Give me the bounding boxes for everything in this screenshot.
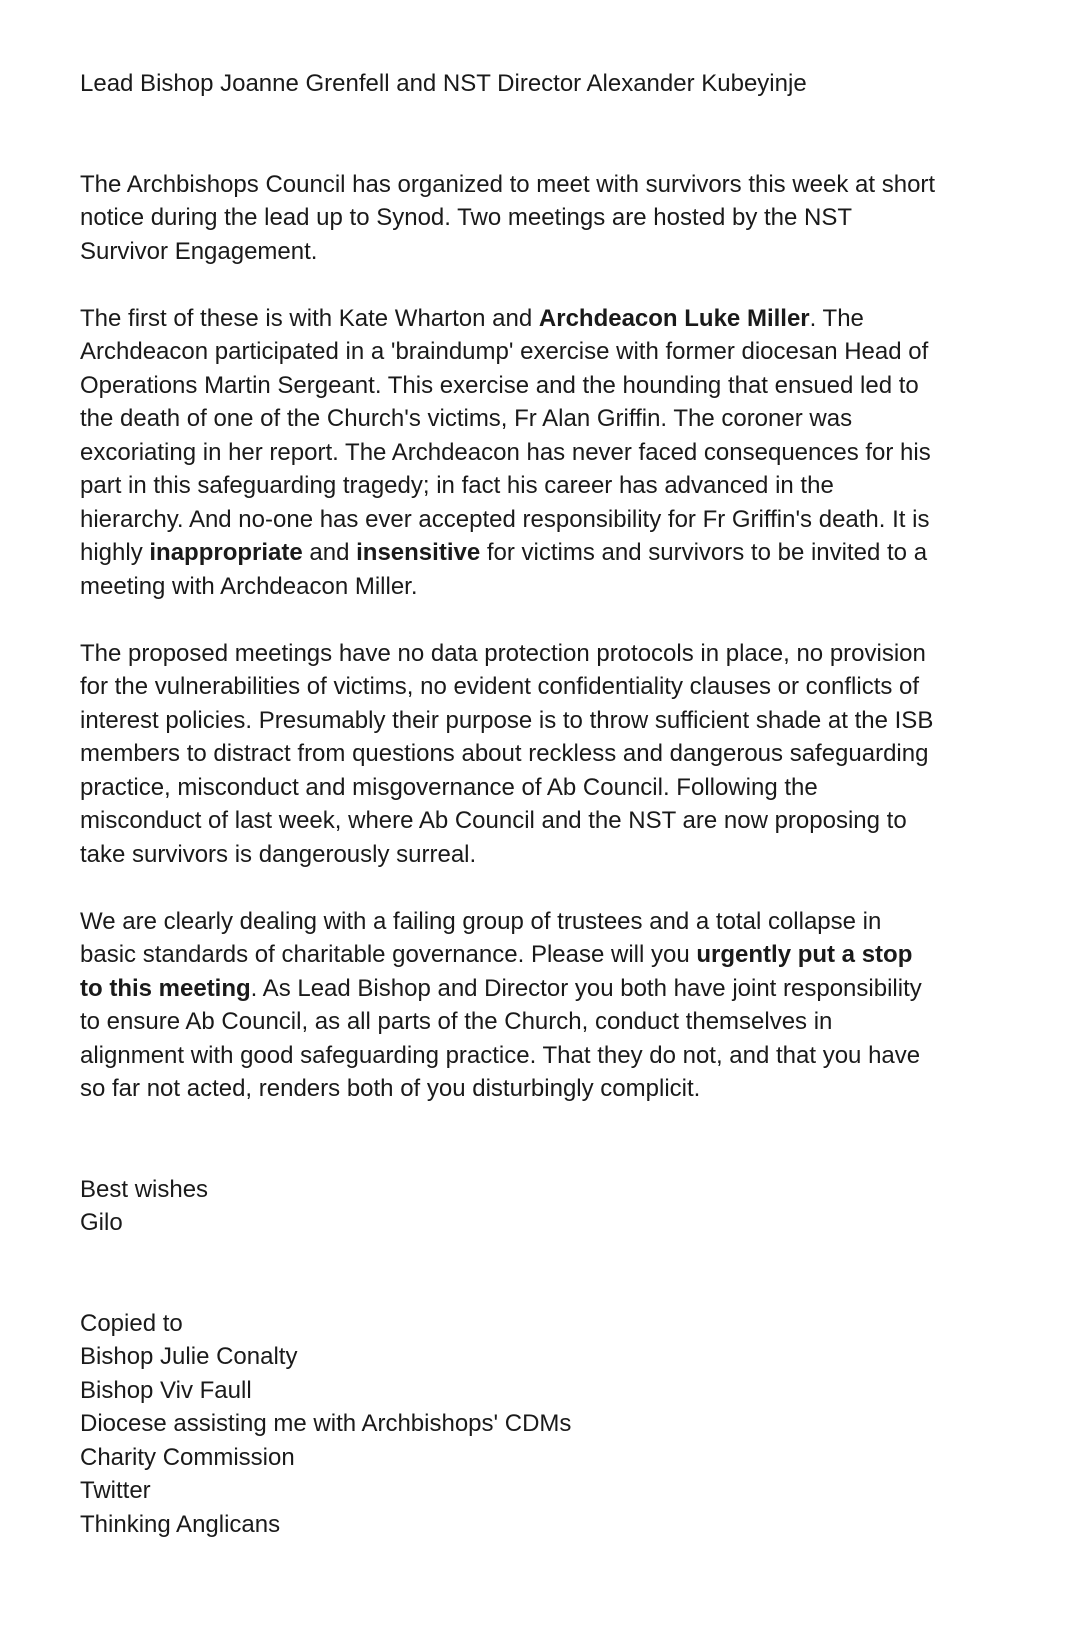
text-run: Survivor Engagement. (80, 237, 318, 265)
text-run: for the vulnerabilities of victims, no evident confidentiality clauses or conflicts of (80, 673, 920, 700)
letter-body (80, 168, 1000, 1106)
paragraph-line (80, 905, 1000, 939)
paragraph-line (80, 637, 1000, 671)
text-run: highly (80, 539, 150, 566)
text-run: Operations Martin Sergeant. This exercise and the hounding that ensued led to (80, 371, 919, 399)
closing-block (80, 1173, 1000, 1240)
text-run: The first of these is with Kate Wharton and (80, 304, 539, 332)
paragraph-line (80, 469, 1000, 503)
paragraph-line (80, 402, 1000, 436)
text-run: excoriating in her report. The Archdeacon has never faced consequences for his (80, 438, 931, 466)
body-paragraph (80, 168, 1000, 269)
paragraph-line (80, 235, 1000, 269)
text-run: Archdeacon participated in a 'braindump' exercise with former diocesan Head of (80, 338, 929, 365)
addressee-text: Lead Bishop Joanne Grenfell and NST Director Alexander Kubeyinje (80, 70, 807, 97)
text-run: and (302, 539, 357, 566)
text-run: interest policies. Presumably their purpose is to throw sufficient shade at the ISB (80, 706, 934, 734)
text-run: The Archbishops Council has organized to meet with survivors this week at short (80, 170, 936, 198)
copied-recipient: Thinking Anglicans (80, 1510, 281, 1538)
paragraph-line (80, 1005, 1000, 1039)
copied-recipient: Diocese assisting me with Archbishops' CDMs (80, 1410, 572, 1437)
copied-recipient: Bishop Julie Conalty (80, 1343, 298, 1370)
text-run: basic standards of charitable governance. Please will you (80, 941, 697, 968)
bold-text-run: to this meeting (80, 974, 251, 1002)
body-paragraph (80, 905, 1000, 1106)
bold-text-run: urgently put a stop (696, 941, 913, 968)
copied-recipient: Charity Commission (80, 1443, 295, 1471)
paragraph-line (80, 536, 1000, 570)
paragraph-line (80, 1072, 1000, 1106)
copied-recipient: Twitter (80, 1477, 151, 1504)
text-run: We are clearly dealing with a failing group of trustees and a total collapse in (80, 907, 882, 935)
signature-name: Gilo (80, 1209, 123, 1236)
body-paragraph (80, 302, 1000, 604)
paragraph-line (80, 570, 1000, 604)
text-run: misconduct of last week, where Ab Council and the NST are now proposing to (80, 807, 907, 834)
text-run: hierarchy. And no-one has ever accepted responsibility for Fr Griffin's death. It is (80, 505, 930, 533)
text-run: the death of one of the Church's victims, Fr Alan Griffin. The coroner was (80, 405, 853, 432)
paragraph-line (80, 335, 1000, 369)
paragraph-line (80, 670, 1000, 704)
copied-to-block (80, 1307, 1000, 1542)
paragraph-line (80, 201, 1000, 235)
text-run: . The (809, 304, 864, 332)
body-paragraph (80, 637, 1000, 872)
copied-recipient: Bishop Viv Faull (80, 1376, 252, 1404)
paragraph-line (80, 436, 1000, 470)
bold-text-run: inappropriate (149, 539, 303, 566)
text-run: alignment with good safeguarding practice. That they do not, and that you have (80, 1041, 921, 1069)
copied-to-heading: Copied to (80, 1309, 183, 1337)
addressee-line (80, 67, 1000, 101)
text-run: for victims and survivors to be invited to a (480, 539, 928, 566)
paragraph-line (80, 369, 1000, 403)
paragraph-line (80, 771, 1000, 805)
text-run: members to distract from questions about reckless and dangerous safeguarding (80, 740, 929, 767)
bold-text-run: Archdeacon Luke Miller (538, 304, 810, 332)
paragraph-line (80, 838, 1000, 872)
paragraph-line (80, 503, 1000, 537)
paragraph-line (80, 972, 1000, 1006)
text-run: to ensure Ab Council, as all parts of the Church, conduct themselves in (80, 1008, 833, 1035)
paragraph-line (80, 804, 1000, 838)
text-run: take survivors is dangerously surreal. (80, 840, 477, 868)
paragraph-line (80, 737, 1000, 771)
text-run: . As Lead Bishop and Director you both have joint responsibility (250, 974, 922, 1002)
paragraph-line (80, 1039, 1000, 1073)
text-run: so far not acted, renders both of you disturbingly complicit. (80, 1075, 701, 1102)
paragraph-line (80, 704, 1000, 738)
text-run: The proposed meetings have no data protection protocols in place, no provision (80, 639, 926, 667)
text-run: part in this safeguarding tragedy; in fact his career has advanced in the (80, 472, 834, 499)
paragraph-line (80, 938, 1000, 972)
bold-text-run: insensitive (356, 539, 481, 566)
text-run: meeting with Archdeacon Miller. (80, 572, 418, 600)
paragraph-line (80, 168, 1000, 202)
text-run: notice during the lead up to Synod. Two meetings are hosted by the NST (80, 204, 853, 231)
sign-off: Best wishes (80, 1175, 209, 1203)
text-run: practice, misconduct and misgovernance of Ab Council. Following the (80, 773, 818, 801)
paragraph-line (80, 302, 1000, 336)
